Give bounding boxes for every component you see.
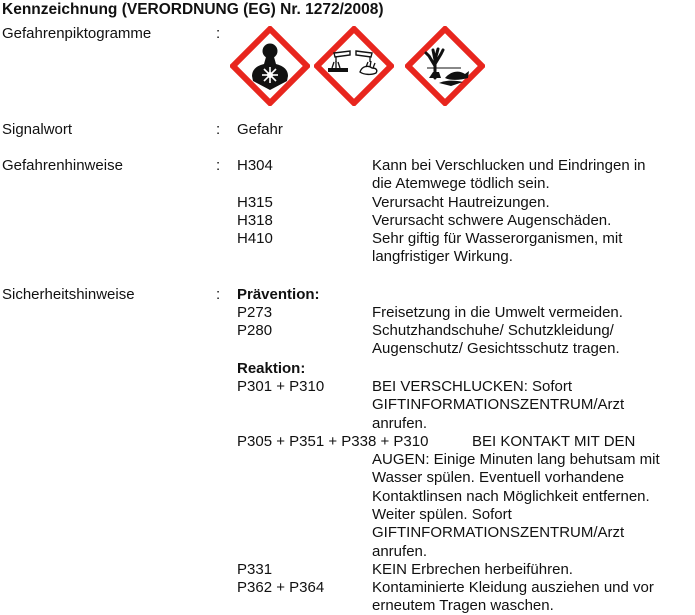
hazard-code: H304 <box>237 157 273 174</box>
hazard-text: die Atemwege tödlich sein. <box>372 175 550 192</box>
precaution-text: anrufen. <box>372 543 428 560</box>
precaution-text: Augenschutz/ Gesichtsschutz tragen. <box>372 340 620 357</box>
precaution-text: GIFTINFORMATIONSZENTRUM/Arzt <box>372 396 625 413</box>
precaution-code: P301 + P310 <box>237 378 325 395</box>
precaution-text: KEIN Erbrechen herbeiführen. <box>372 561 573 578</box>
separator: : <box>216 121 221 138</box>
precaution-code: P331 <box>237 561 273 578</box>
precaution-text: Kontaminierte Kleidung ausziehen und vor <box>372 579 654 596</box>
health-hazard-icon <box>230 26 310 106</box>
precaution-code: P362 + P364 <box>237 579 325 596</box>
precaution-text: Weiter spülen. Sofort <box>372 506 512 523</box>
section-title: Kennzeichnung (VERORDNUNG (EG) Nr. 1272/2008) <box>2 1 384 18</box>
precaution-code: P273 <box>237 304 273 321</box>
hazard-text: Kann bei Verschlucken und Eindringen in <box>372 157 646 174</box>
separator: : <box>216 25 221 42</box>
precaution-text: anrufen. <box>372 415 428 432</box>
precaution-text: Kontaktlinsen nach Möglichkeit entfernen. <box>372 488 650 505</box>
hazard-code: H315 <box>237 194 273 211</box>
hazard-code: H410 <box>237 230 273 247</box>
precaution-text: Schutzhandschuhe/ Schutzkleidung/ <box>372 322 614 339</box>
precautionary-statements-label: Sicherheitshinweise <box>2 286 135 303</box>
precaution-code: P305 + P351 + P338 + P310 <box>237 433 429 450</box>
precaution-code: P280 <box>237 322 273 339</box>
prevention-heading: Prävention: <box>237 286 320 303</box>
separator: : <box>216 157 221 174</box>
precaution-text: BEI KONTAKT MIT DEN <box>472 433 636 450</box>
precaution-text: Wasser spülen. Eventuell vorhandene <box>372 469 625 486</box>
precaution-text: AUGEN: Einige Minuten lang behutsam mit <box>372 451 660 468</box>
environment-hazard-icon <box>405 26 485 106</box>
precaution-text: BEI VERSCHLUCKEN: Sofort <box>372 378 573 395</box>
separator: : <box>216 286 221 303</box>
signal-word-value: Gefahr <box>237 121 283 138</box>
hazard-text: Sehr giftig für Wasserorganismen, mit <box>372 230 623 247</box>
corrosion-icon <box>314 26 394 106</box>
precaution-text: erneutem Tragen waschen. <box>372 597 554 614</box>
hazard-code: H318 <box>237 212 273 229</box>
hazard-text: langfristiger Wirkung. <box>372 248 513 265</box>
precaution-text: GIFTINFORMATIONSZENTRUM/Arzt <box>372 524 625 541</box>
hazard-statements-label: Gefahrenhinweise <box>2 157 123 174</box>
pictograms-label: Gefahrenpiktogramme <box>2 25 152 42</box>
hazard-text: Verursacht Hautreizungen. <box>372 194 550 211</box>
signal-word-label: Signalwort <box>2 121 73 138</box>
precaution-text: Freisetzung in die Umwelt vermeiden. <box>372 304 623 321</box>
response-heading: Reaktion: <box>237 360 306 377</box>
hazard-text: Verursacht schwere Augenschäden. <box>372 212 612 229</box>
